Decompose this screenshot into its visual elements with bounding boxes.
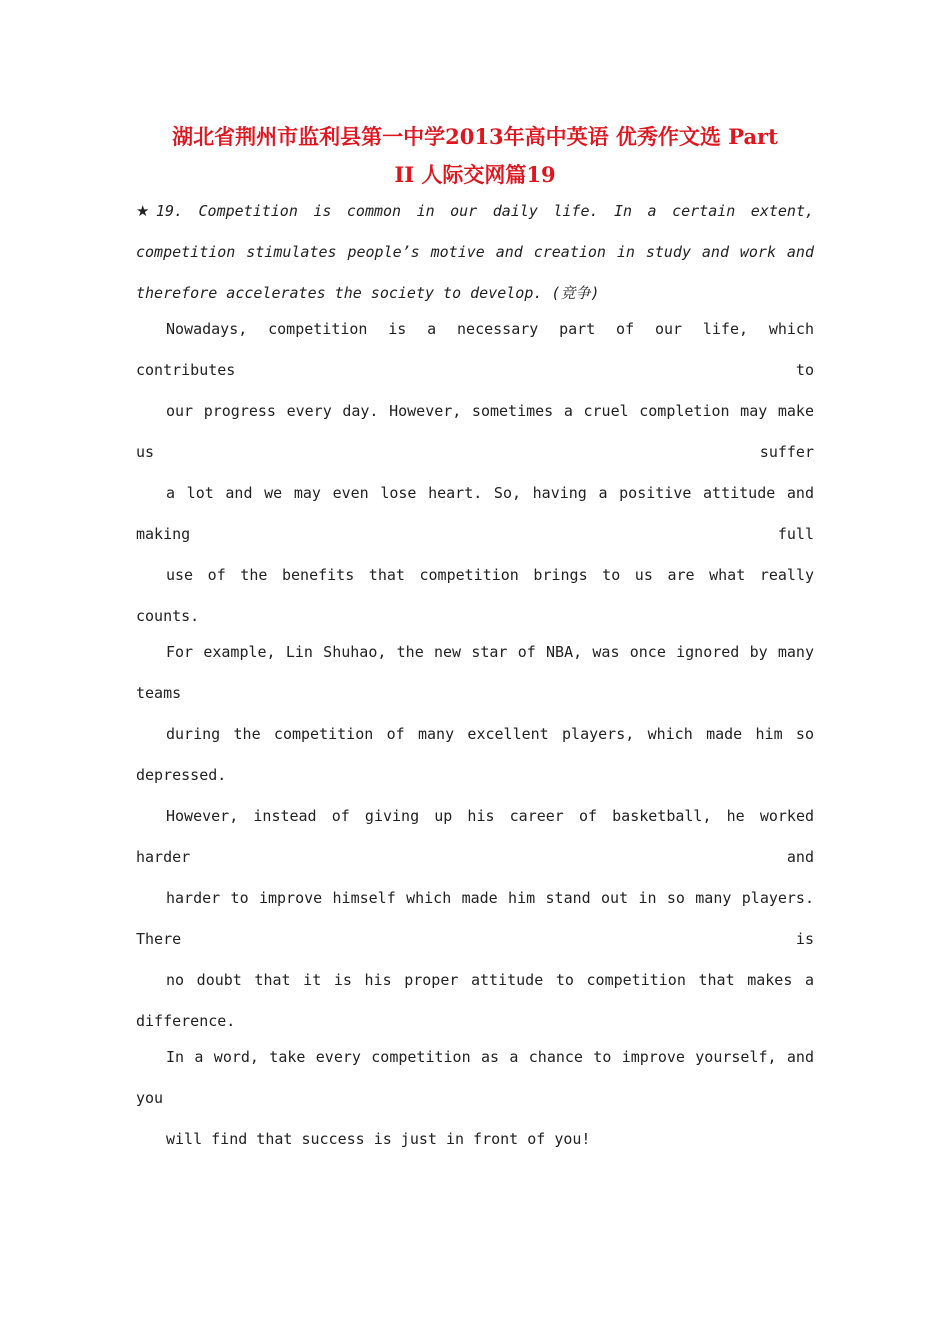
paragraph-line: no doubt that it is his proper attitude to competition that makes a difference. [136, 971, 814, 1030]
title-line-2: II 人际交网篇19 [394, 162, 556, 187]
page-title [136, 118, 814, 194]
paragraph-line: For example, Lin Shuhao, the new star of NBA, was once ignored by many teams [136, 643, 814, 702]
paragraph-line: harder to improve himself which made him stand out in so many players. There is [136, 889, 814, 948]
paragraph-line: our progress every day. However, sometimes a cruel completion may make us suffer [136, 402, 814, 461]
paragraph-line: will find that success is just in front of you! [166, 1130, 591, 1148]
prompt-line-1: 19. Competition is common in our daily life. In a certain extent, [155, 202, 815, 220]
paragraph-line: use of the benefits that competition brings to us are what really counts. [136, 566, 814, 625]
paragraph-3 [136, 1037, 814, 1160]
paragraph-line: a lot and we may even lose heart. So, having a positive attitude and making full [136, 484, 814, 543]
document-body [136, 191, 814, 1155]
paragraph-2 [136, 632, 814, 1042]
title-line-1: 湖北省荆州市监利县第一中学2013年高中英语 优秀作文选 Part [172, 124, 778, 149]
paragraph-line: Nowadays, competition is a necessary part of our life, which contributes to [136, 320, 814, 379]
prompt-line-2: competition stimulates people’s motive and creation in study and work and [136, 243, 814, 261]
paragraph-line: However, instead of giving up his career of basketball, he worked harder and [136, 807, 814, 866]
paragraph-1 [136, 309, 814, 637]
prompt-line-3: therefore accelerates the society to develop. (竞争) [136, 284, 600, 302]
star-icon: ★ [136, 202, 156, 220]
paragraph-line: during the competition of many excellent players, which made him so depressed. [136, 725, 814, 784]
paragraph-line: In a word, take every competition as a chance to improve yourself, and you [136, 1048, 814, 1107]
essay-prompt [136, 191, 814, 314]
